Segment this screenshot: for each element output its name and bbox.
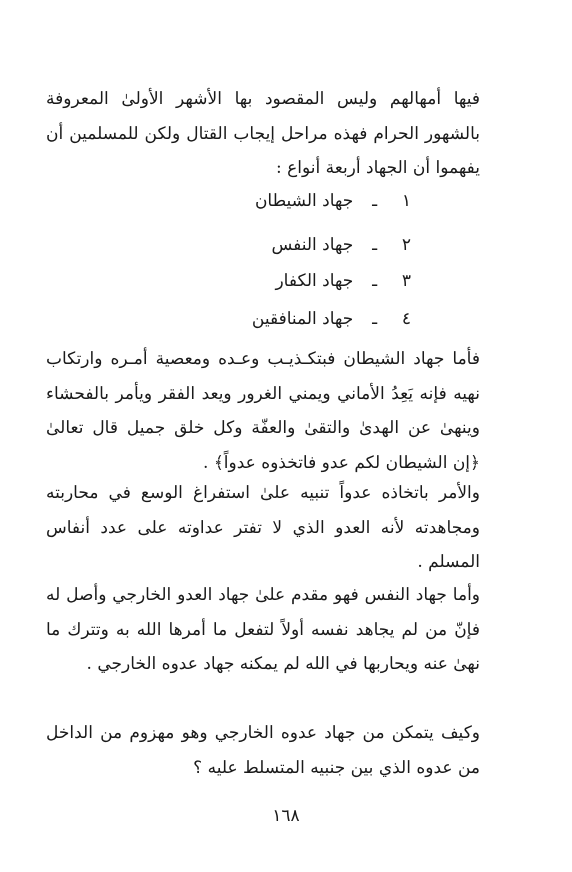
page-number: ١٦٨ (272, 806, 300, 826)
type-label: جهاد النفس (271, 235, 354, 255)
enemy-paragraph (46, 476, 480, 580)
type-number: ٢ (401, 235, 411, 255)
type-item-4 (252, 302, 411, 336)
type-number: ٤ (401, 309, 411, 329)
type-item-2 (271, 228, 411, 262)
intro-paragraph (46, 82, 480, 186)
type-label: جهاد الكفار (275, 271, 354, 291)
question-paragraph (46, 716, 480, 785)
type-dash: ـ (372, 235, 378, 255)
type-item-1 (255, 184, 411, 218)
type-number: ١ (401, 191, 411, 211)
self-text: وأما جهاد النفس فهو مقدم علىٰ جهاد العدو الخارجي وأصل له فإنّ من لم يجاهد نفسه أولاً لتفعل ما أمرها الله به وتترك ما نهىٰ عنه ويحاربها في الله لم يمكنه جهاد عدوه الخارجي . (46, 585, 480, 674)
satan-paragraph (46, 342, 480, 480)
type-dash: ـ (372, 191, 378, 211)
type-label: جهاد الشيطان (254, 191, 354, 211)
enemy-text: والأمر باتخاذه عدواً تنبيه علىٰ استفراغ الوسع في محاربته ومجاهدته لأنه العدو الذي لا تفتر عداوته على عدد أنفاس المسلم . (46, 483, 480, 572)
type-dash: ـ (372, 271, 378, 291)
question-text: وكيف يتمكن من جهاد عدوه الخارجي وهو مهزوم من الداخل من عدوه الذي بين جنبيه المتسلط عليه ؟ (46, 723, 480, 778)
type-label: جهاد المنافقين (251, 309, 354, 329)
type-item-3 (275, 264, 411, 298)
self-paragraph (46, 578, 480, 682)
satan-text: فأما جهاد الشيطان فبتكـذيـب وعـده ومعصية أمـره وارتكاب نهيه فإنه يَعِدُ الأماني ويمني الغرور ويعد الفقر ويأمر بالفحشاء وينهىٰ عن الهدىٰ والتقىٰ والعفّة وكل خلق جميل قال تعالىٰ ﴿إن الشيطان لكم عدو فاتخذوه عدواً﴾ . (46, 349, 480, 473)
intro-text: فيها أمهالهم وليس المقصود بها الأشهر الأولىٰ المعروفة بالشهور الحرام فهذه مراحل إيجاب القتال ولكن للمسلمين أن يفهموا أن الجهاد أربعة أنواع : (46, 89, 480, 178)
type-dash: ـ (372, 309, 378, 329)
type-number: ٣ (401, 271, 411, 291)
